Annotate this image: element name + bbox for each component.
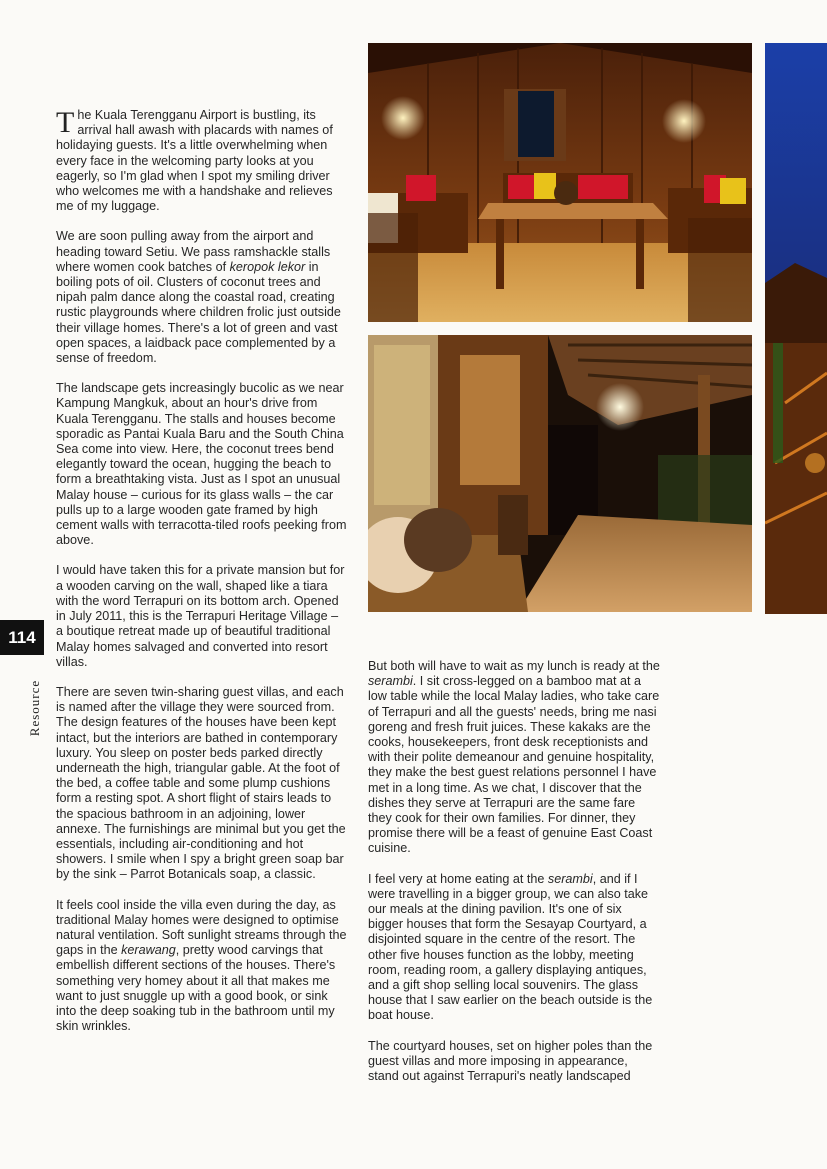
article-column-left (56, 108, 348, 1049)
section-label-text: Resource (27, 679, 42, 737)
paragraph (368, 659, 660, 857)
page-number: 114 (0, 620, 44, 655)
italic-term: keropok lekor (229, 259, 306, 274)
paragraph (56, 229, 348, 366)
photo-interior-lounge (368, 43, 752, 322)
paragraph-text: . I sit cross-legged on a bamboo mat at a low table while the local Malay ladies, who take care of Terrapuri and all the guests' needs, bring me nasi goreng and fresh fruit juices. These kakaks are the cooks, housekeepers, front desk receptionists and with their polite demeanour and genuine hospitality, they make the best guest relations personnel I have met in a long time. As we chat, I discover that the dishes they serve at Terrapuri are the same fare they cook for their own families. For dinner, they promise there will be a feast of genuine East Coast cuisine. (368, 674, 660, 856)
paragraph-text: in boiling pots of oil. Clusters of coconut trees and nipah palm dance along the coastal road, creating rustic playgrounds where children frolic just outside their village homes. There's a lot of green and vast open spaces, a laidback pace complemented by a sense of freedom. (56, 259, 341, 366)
paragraph-text: It feels cool inside the villa even during the day, as traditional Malay homes were designed to optimise natural ventilation. Soft sunlight streams through the gaps in the (56, 897, 347, 958)
paragraph-intro (56, 108, 348, 214)
paragraph-text: , pretty wood carvings that embellish different sections of the houses. There's something very homey about it all that makes me want to just snuggle up with a good book, or sink into the deep soaking tub in the bathroom until my skin wrinkles. (56, 943, 336, 1034)
paragraph: There are seven twin-sharing guest villas, and each is named after the village they were sourced from. The design features of the houses have been kept intact, but the interiors are bathed in contemporary luxury. You sleep on poster beds parked directly underneath the high, triangular gable. At the foot of the bed, a coffee table and some plump cushions form a resting spot. A short flight of stairs leads to the spacious bathroom in an adjoining, lower annexe. The furnishings are minimal but you get the essentials, including air-conditioning and hot showers. I smile when I spy a bright green soap bar by the sink – Parrot Botanicals soap, a classic. (56, 684, 346, 882)
italic-term: kerawang (121, 943, 176, 958)
paragraph-text: But both will have to wait as my lunch is ready at the (368, 659, 660, 673)
paragraph-text: I feel very at home eating at the (368, 871, 548, 886)
paragraph-text: We are soon pulling away from the airport and heading toward Setiu. We pass ramshackle stalls where women cook batches of (56, 229, 331, 274)
photo-veranda (368, 335, 752, 612)
italic-term: serambi (547, 871, 593, 886)
paragraph: The landscape gets increasingly bucolic as we near Kampung Mangkuk, about an hour's drive from Kuala Terengganu. The stalls and houses become sporadic as Pantai Kuala Baru and the South China Sea come into view. Here, the coconut trees bend elegantly toward the ocean, hugging the beach to form a breathtaking vista. Just as I spot an unusual Malay house – curious for its glass walls – the car pulls up to a large wooden gate framed by high cement walls with terracotta-tiled roofs peeking from above. (56, 381, 347, 548)
article-column-right (368, 659, 660, 1099)
paragraph (56, 898, 348, 1035)
section-label (26, 668, 44, 748)
paragraph-text: he Kuala Terengganu Airport is bustling, its arrival hall awash with placards with names of holidaying guests. It's a little overwhelming when every face in the welcoming party looks at you eagerly, so I'm glad when I spot my smiling driver who welcomes me with a handshake and relieves me of my luggage. (56, 108, 333, 214)
photo-night-exterior (765, 43, 827, 614)
paragraph-text: , and if I were travelling in a bigger group, we can also take our meals at the dining pavilion. It's one of six bigger houses that form the Sesayap Courtyard, a disjointed square in the centre of the resort. The other five houses function as the lobby, meeting room, reading room, a gallery displaying antiques, and a gift shop selling local souvenirs. The glass house that I saw earlier on the beach outside is the boat house. (368, 871, 653, 1023)
paragraph: The courtyard houses, set on higher poles than the guest villas and more imposing in appearance, stand out against Terrapuri's neatly landscaped (368, 1038, 653, 1084)
italic-term: serambi (368, 674, 413, 689)
drop-cap: T (56, 106, 75, 139)
paragraph (368, 872, 660, 1024)
paragraph: I would have taken this for a private mansion but for a wooden carving on the wall, shaped like a tiara with the word Terrapuri on its bottom arch. Opened in July 2011, this is the Terrapuri Heritage Village – a boutique retreat made up of beautiful traditional Malay homes salvaged and converted into resort villas. (56, 563, 345, 669)
